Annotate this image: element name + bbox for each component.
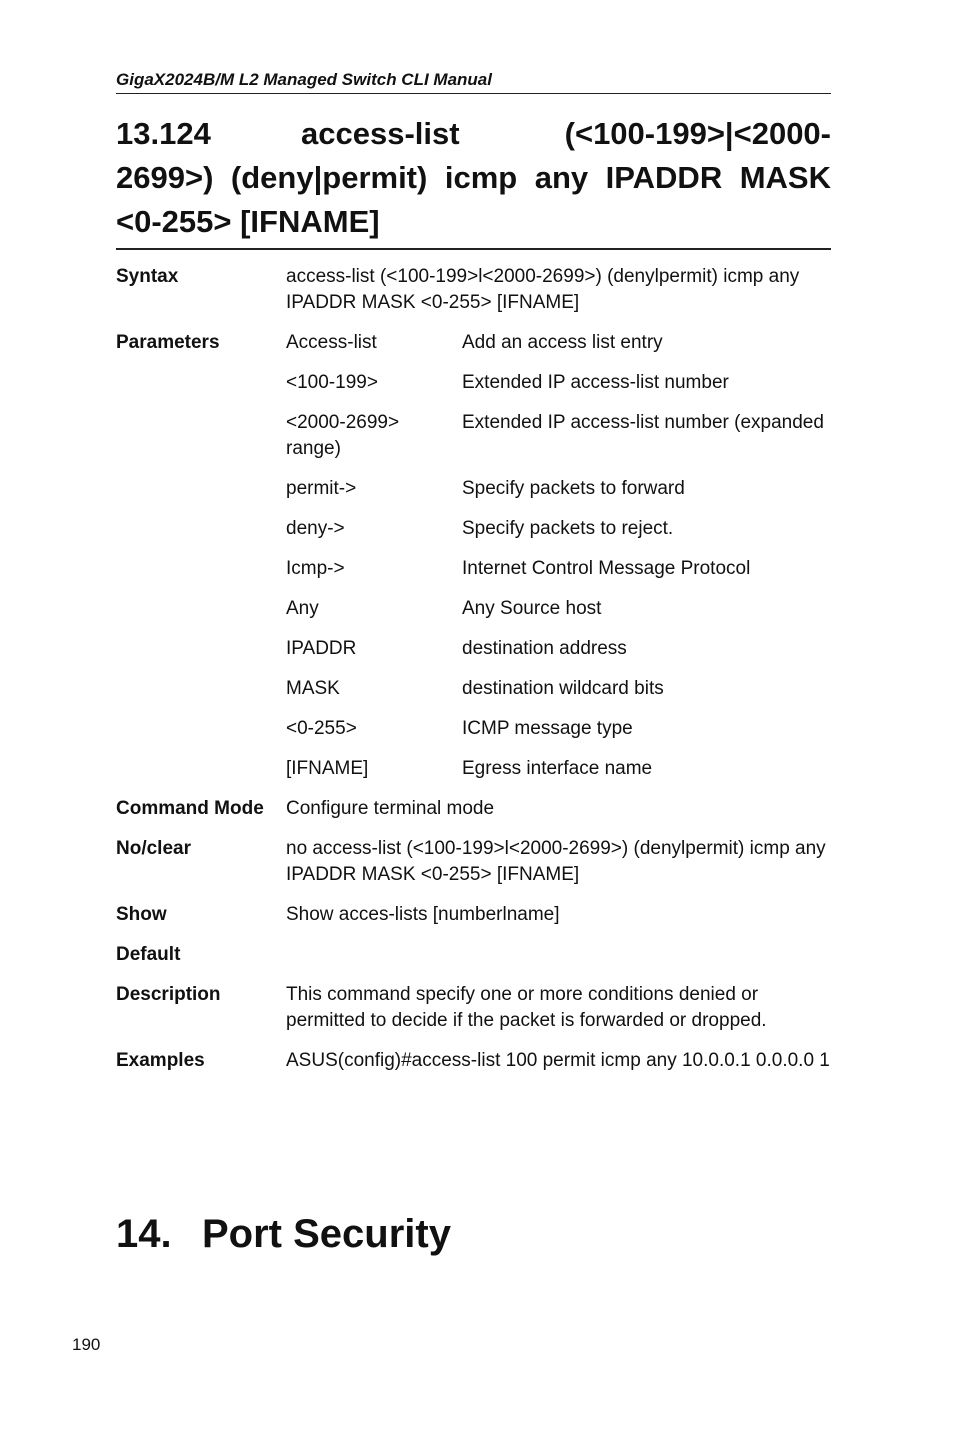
param-row	[286, 716, 831, 742]
no-clear-row	[116, 836, 831, 888]
param-name: permit->	[286, 478, 357, 499]
param-desc: Extended IP access-list number	[462, 372, 729, 393]
param-desc: ICMP message type	[462, 718, 633, 739]
definition-list	[116, 264, 831, 1088]
param-name: <100-199>	[286, 372, 378, 393]
show-text: Show acces-lists [numberlname]	[286, 904, 560, 925]
parameters-table	[286, 330, 831, 782]
param-name: MASK	[286, 678, 340, 699]
description-row	[116, 982, 831, 1034]
param-row	[286, 476, 831, 502]
examples-row	[116, 1048, 831, 1074]
param-desc-continuation: range)	[286, 438, 341, 459]
param-name: IPADDR	[286, 638, 357, 659]
default-row	[116, 942, 831, 968]
param-name: Icmp->	[286, 558, 345, 579]
parameters-label: Parameters	[116, 332, 220, 353]
no-clear-label: No/clear	[116, 838, 191, 859]
description-label: Description	[116, 984, 221, 1005]
param-name: <2000-2699>	[286, 412, 400, 433]
param-row	[286, 370, 831, 396]
chapter-heading-text: Port Security	[202, 1212, 451, 1256]
param-desc: Any Source host	[462, 598, 602, 619]
page-number: 190	[72, 1335, 101, 1354]
param-row	[286, 330, 831, 356]
command-mode-text: Configure terminal mode	[286, 798, 495, 819]
examples-label: Examples	[116, 1050, 205, 1071]
param-desc: Egress interface name	[462, 758, 653, 779]
examples-text: ASUS(config)#access-list 100 permit icmp any 10.0.0.1 0.0.0.0 1	[286, 1050, 830, 1071]
param-name: Any	[286, 598, 319, 619]
param-row	[286, 516, 831, 542]
no-clear-text: no access-list (<100-199>l<2000-2699>) (denylpermit) icmp any IPADDR MASK <0-255> [IFNAME]	[286, 838, 826, 885]
param-row	[286, 596, 831, 622]
command-mode-row	[116, 796, 831, 822]
param-row	[286, 556, 831, 582]
section-title	[116, 112, 831, 250]
param-desc: destination address	[462, 638, 627, 659]
syntax-row	[116, 264, 831, 316]
param-name: Access-list	[286, 332, 377, 353]
param-desc: Internet Control Message Protocol	[462, 558, 751, 579]
show-label: Show	[116, 904, 167, 925]
param-row	[286, 676, 831, 702]
show-row	[116, 902, 831, 928]
param-desc: Specify packets to forward	[462, 478, 685, 499]
section-number: 13.124	[116, 116, 211, 151]
param-row	[286, 410, 831, 462]
param-row	[286, 636, 831, 662]
default-text	[286, 942, 831, 968]
syntax-text: access-list (<100-199>l<2000-2699>) (denylpermit) icmp any IPADDR MASK <0-255> [IFNAME]	[286, 266, 800, 313]
description-text: This command specify one or more conditions denied or permitted to decide if the packet is forwarded or dropped.	[286, 984, 767, 1031]
param-name: <0-255>	[286, 718, 357, 739]
syntax-label: Syntax	[116, 266, 179, 287]
param-desc: Extended IP access-list number (expanded	[462, 412, 824, 433]
chapter-number: 14.	[116, 1212, 172, 1256]
section-heading-text: access-list (<100-199>|<2000-2699>) (deny|permit) icmp any IPADDR MASK <0-255> [IFNAME]	[116, 116, 831, 239]
running-header: GigaX2024B/M L2 Managed Switch CLI Manual	[116, 70, 831, 94]
parameters-row	[116, 330, 831, 782]
param-desc: Add an access list entry	[462, 332, 663, 353]
param-row	[286, 756, 831, 782]
param-name: [IFNAME]	[286, 758, 369, 779]
param-desc: Specify packets to reject.	[462, 518, 674, 539]
param-desc: destination wildcard bits	[462, 678, 664, 699]
param-name: deny->	[286, 518, 345, 539]
default-label: Default	[116, 944, 181, 965]
chapter-title	[116, 1212, 451, 1257]
command-mode-label: Command Mode	[116, 798, 264, 819]
